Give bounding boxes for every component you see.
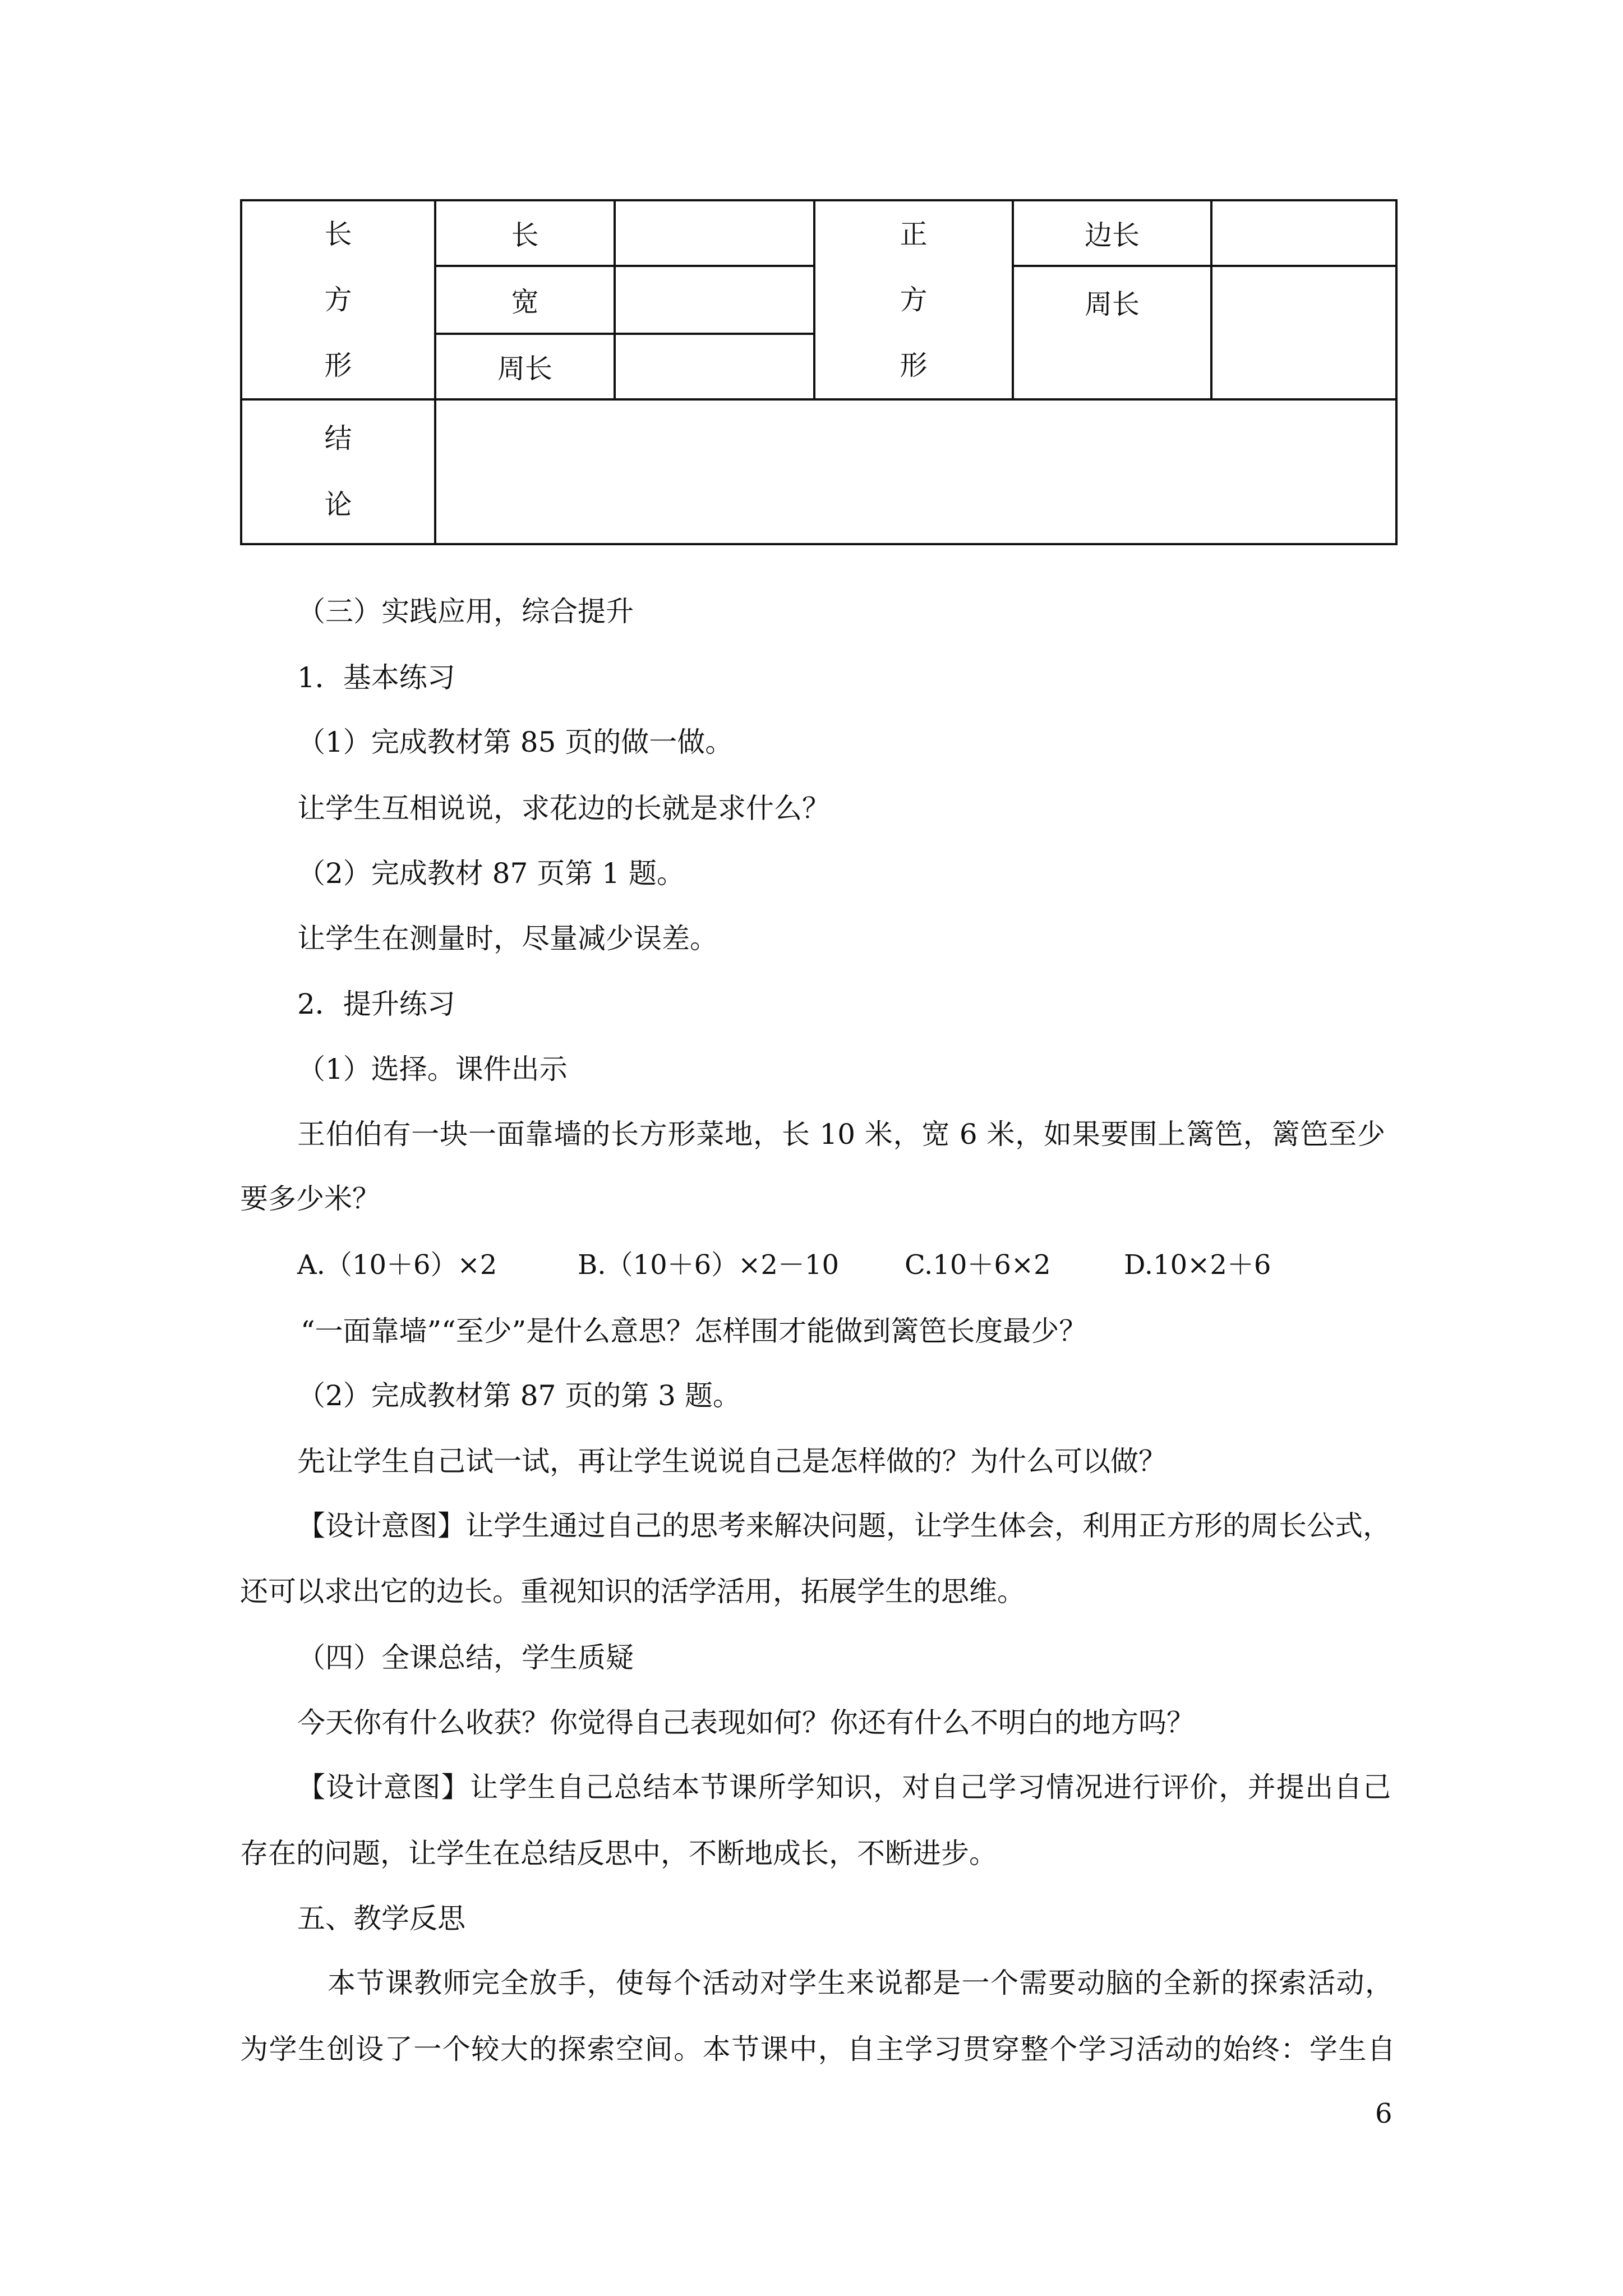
problem-text-line-2: 要多少米？ (240, 1182, 380, 1215)
rectangle-length-value[interactable] (615, 200, 814, 266)
square-label-char: 正 (900, 218, 928, 250)
square-side-label: 边长 (1013, 200, 1211, 266)
conclusion-label-cell (241, 399, 435, 544)
basic-practice-heading: 1．基本练习 (297, 661, 455, 694)
advanced-item-2-note: 先让学生自己试一试，再让学生说说自己是怎样做的？为什么可以做？ (297, 1445, 1166, 1478)
worksheet-table (240, 199, 1398, 545)
square-perimeter-label: 周长 (1013, 266, 1211, 399)
design-intent-1-line-2: 还可以求出它的边长。重视知识的活学活用，拓展学生的思维。 (240, 1575, 1025, 1608)
section4-text: 今天你有什么收获？你觉得自己表现如何？你还有什么不明白的地方吗？ (297, 1706, 1195, 1739)
problem-text-line-1: 王伯伯有一块一面靠墙的长方形菜地，长 10 米，宽 6 米，如果要围上篱笆，篱笆至少 (297, 1118, 1385, 1151)
section4-heading: （四）全课总结，学生质疑 (297, 1641, 634, 1674)
rectangle-label-char: 长 (324, 218, 352, 250)
basic-item-2-note: 让学生在测量时，尽量减少误差。 (297, 922, 718, 955)
rectangle-label-char: 方 (324, 284, 352, 316)
design-intent-1-line-1: 【设计意图】让学生通过自己的思考来解决问题，让学生体会，利用正方形的周长公式， (297, 1510, 1391, 1542)
basic-item-1-note: 让学生互相说说，求花边的长就是求什么？ (297, 792, 830, 825)
basic-item-1: （1）完成教材第 85 页的做一做。 (297, 726, 734, 758)
rectangle-length-label: 长 (435, 200, 615, 266)
conclusion-label-char: 论 (324, 489, 352, 521)
design-intent-2-line-1: 【设计意图】让学生自己总结本节课所学知识，对自己学习情况进行评价，并提出自己 (297, 1771, 1391, 1803)
page-number: 6 (1375, 2098, 1393, 2129)
option-c: C.10＋6×2 (905, 1249, 1051, 1281)
rectangle-label-cell (241, 200, 435, 399)
square-side-value[interactable] (1211, 200, 1396, 266)
discussion-question: “一面靠墙”“至少”是什么意思？怎样围才能做到篱笆长度最少？ (301, 1315, 1087, 1347)
conclusion-value[interactable] (435, 399, 1396, 544)
rectangle-label-char: 形 (324, 349, 352, 381)
square-label-char: 方 (900, 284, 928, 316)
section5-heading: 五、教学反思 (297, 1902, 465, 1935)
square-label-cell (814, 200, 1013, 399)
option-a: A.（10＋6）×2 (297, 1249, 497, 1281)
advanced-item-1: （1）选择。课件出示 (297, 1053, 568, 1085)
rectangle-perimeter-label: 周长 (435, 334, 615, 399)
advanced-practice-heading: 2．提升练习 (297, 988, 455, 1020)
square-label-char: 形 (900, 349, 928, 381)
rectangle-width-label: 宽 (435, 266, 615, 334)
reflection-line-2: 为学生创设了一个较大的探索空间。本节课中，自主学习贯穿整个学习活动的始终：学生自 (240, 2033, 1395, 2065)
option-b: B.（10＋6）×2－10 (578, 1249, 839, 1281)
design-intent-2-line-2: 存在的问题，让学生在总结反思中，不断地成长，不断进步。 (240, 1837, 997, 1870)
option-d: D.10×2＋6 (1124, 1249, 1271, 1281)
advanced-item-2: （2）完成教材第 87 页的第 3 题。 (297, 1379, 741, 1412)
basic-item-2: （2）完成教材 87 页第 1 题。 (297, 857, 685, 890)
rectangle-perimeter-value[interactable] (615, 334, 814, 399)
conclusion-label-char: 结 (324, 422, 352, 454)
square-perimeter-value[interactable] (1211, 266, 1396, 399)
section3-heading: （三）实践应用，综合提升 (297, 595, 634, 628)
rectangle-width-value[interactable] (615, 266, 814, 334)
reflection-line-1: 本节课教师完全放手，使每个活动对学生来说都是一个需要动脑的全新的探索活动， (328, 1967, 1393, 1999)
